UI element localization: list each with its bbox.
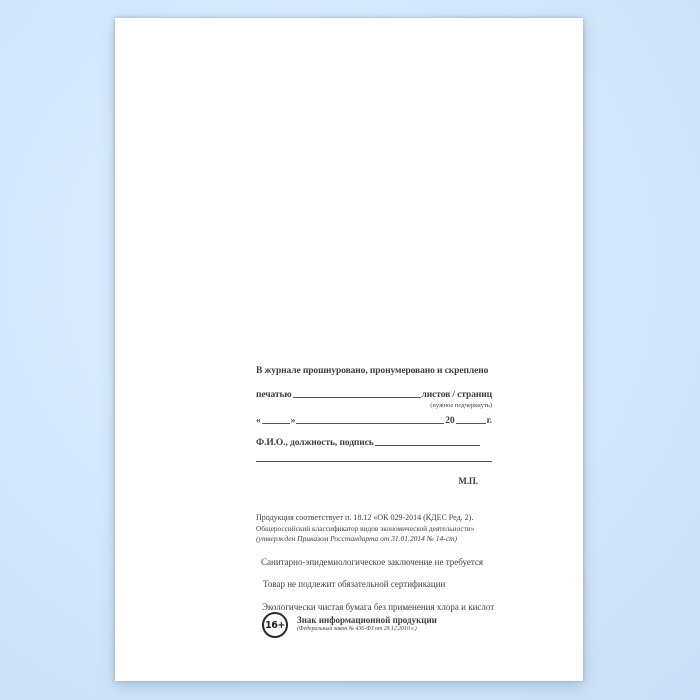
- sheets-pages-label: листов / страниц: [421, 390, 492, 400]
- certification-block: [256, 366, 492, 491]
- year-suffix: г.: [486, 416, 492, 426]
- year-prefix: 20: [445, 416, 455, 426]
- blank-line: [293, 397, 421, 398]
- signature-row: [256, 438, 492, 448]
- sealed-sheets-row: [256, 390, 492, 400]
- blank-line: [456, 423, 486, 424]
- signature-label: Ф.И.О., должность, подпись: [256, 438, 374, 448]
- blank-line: [262, 423, 290, 424]
- blank-line: [375, 445, 480, 446]
- underline-note: (нужное подчеркнуть): [430, 402, 492, 409]
- stitched-numbered-statement: В журнале прошнуровано, пронумеровано и скреплено: [256, 366, 489, 376]
- open-quote: «: [256, 416, 261, 426]
- information-product-mark-label: Знак информационной продукции: [297, 615, 437, 625]
- compliance-line-1: Продукция соответствует п. 18.12 «ОК 029-2014 (КДЕС Ред. 2).: [256, 513, 474, 522]
- certification-not-required-statement: Товар не подлежит обязательной сертификации: [263, 579, 446, 589]
- sealed-prefix-label: печатью: [256, 390, 292, 400]
- journal-back-page: [115, 18, 583, 681]
- age-rating-16-icon: 16+: [262, 612, 288, 638]
- eco-paper-statement: Экологически чистая бумага без применения хлора и кислот: [262, 602, 495, 612]
- compliance-line-2: Общероссийский классификатор видов экономической деятельности»: [256, 523, 475, 533]
- product-compliance-block: [256, 513, 506, 545]
- seal-place-abbr: М.П.: [458, 476, 478, 486]
- blank-line-full: [256, 461, 492, 462]
- date-row: [256, 416, 492, 426]
- sanitary-statement: Санитарно-эпидемиологическое заключение не требуется: [261, 557, 484, 567]
- close-quote: »: [290, 416, 296, 426]
- blank-line: [296, 423, 444, 424]
- federal-law-note: (Федеральный закон № 436-ФЗ от 29.12.2010 г.): [297, 626, 417, 632]
- compliance-line-3: (утвержден Приказом Росстандарта от 31.01.2014 № 14-ст): [256, 534, 457, 543]
